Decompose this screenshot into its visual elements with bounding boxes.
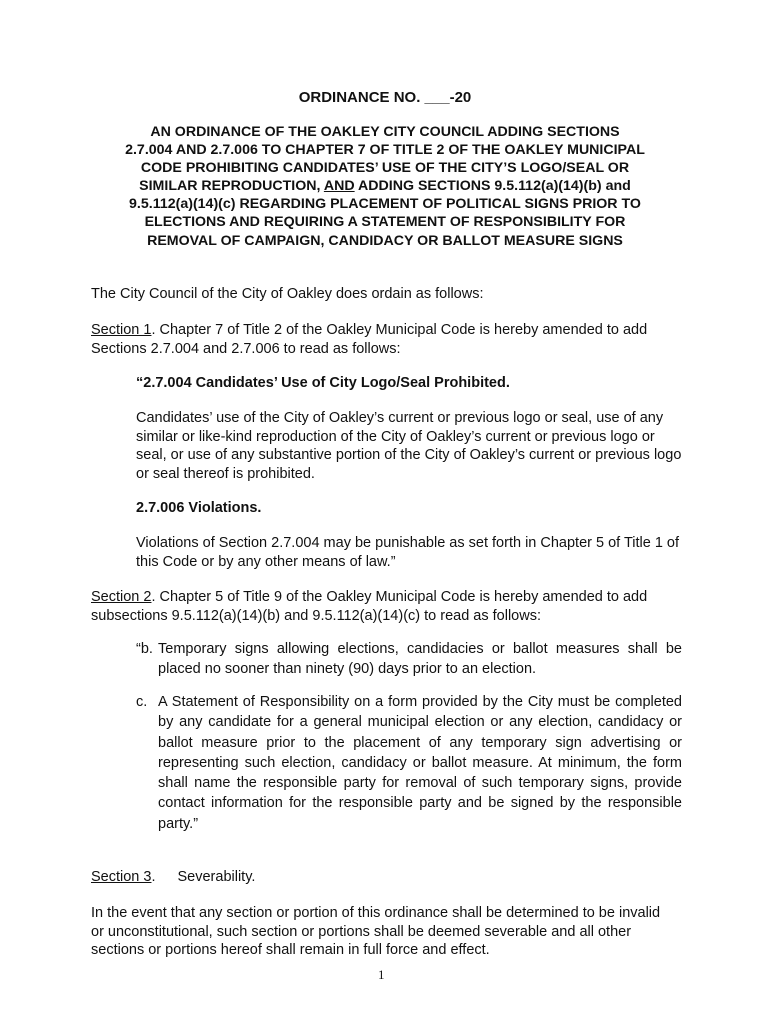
- list-item-b: [136, 639, 682, 680]
- page-number: 1: [378, 967, 385, 982]
- section-2-7-004-heading: “2.7.004 Candidates’ Use of City Logo/Seal Prohibited.: [136, 375, 510, 391]
- section-3-label: Section 3: [91, 869, 152, 885]
- section-3-suffix: .: [151, 869, 156, 885]
- section-1-text: . Chapter 7 of Title 2 of the Oakley Municipal Code is hereby amended to add Sections 2.7.004 and 2.7.006 to read as follows:: [91, 322, 648, 357]
- section-2-label: Section 2: [91, 589, 152, 605]
- caption-part-1: AN ORDINANCE OF THE OAKLEY CITY COUNCIL ADDING SECTIONS 2.7.004 AND 2.7.006 TO CHAPTER 7 OF TITLE 2 OF THE OAKLEY MUNICIPAL CODE PROHIBITING CANDIDATES’ USE OF THE CITY’S LOGO/SEAL OR SIMILAR REPRODUCTION,: [125, 124, 645, 195]
- list-text-b: Temporary signs allowing elections, candidacies or ballot measures shall be placed no sooner than ninety (90) days prior to an election.: [158, 641, 682, 678]
- section-2-paragraph: [91, 588, 683, 625]
- section-3-text: In the event that any section or portion of this ordinance shall be determined to be invalid or unconstitutional, such section or portions shall be deemed severable and all other sections or portions hereof shall remain in full force and effect.: [91, 905, 661, 958]
- section-3-title: Severability.: [177, 869, 256, 885]
- caption-part-2: ADDING SECTIONS 9.5.112(a)(14)(b) and 9.5.112(a)(14)(c) REGARDING PLACEMENT OF POLITICAL SIGNS PRIOR TO ELECTIONS AND REQUIRING A STATEMENT OF RESPONSIBILITY FOR REMOVAL OF CAMPAIGN, CANDIDACY OR BALLOT MEASURE SIGNS: [129, 178, 641, 249]
- section-1-label: Section 1: [91, 322, 152, 338]
- section-1-paragraph: [91, 321, 683, 358]
- list-item-c: [136, 692, 682, 834]
- section-3-heading: [91, 868, 491, 887]
- list-text-c: A Statement of Responsibility on a form provided by the City must be completed by any candidate for a general municipal election or any election, candidacy or ballot measure prior to the placement of any temporary sign advertising or representing such election, candidacy or ballot measure. At minimum, the form shall name the responsible party for removal of such temporary signs, provide contact information for the responsible party and be signed by the responsible party.”: [158, 694, 682, 832]
- ordinance-title: ORDINANCE NO. ___-20: [298, 89, 472, 106]
- list-marker-b: “b.: [136, 641, 153, 657]
- ordinance-caption: [125, 123, 645, 250]
- section-2-7-006-heading: 2.7.006 Violations.: [136, 500, 262, 516]
- section-2-text: . Chapter 5 of Title 9 of the Oakley Municipal Code is hereby amended to add subsections 9.5.112(a)(14)(b) and 9.5.112(a)(14)(c) to read as follows:: [91, 589, 648, 624]
- list-marker-c: c.: [136, 694, 148, 710]
- caption-and: AND: [323, 178, 355, 195]
- intro-text: The City Council of the City of Oakley does ordain as follows:: [91, 286, 484, 302]
- section-2-7-004-text: Candidates’ use of the City of Oakley’s current or previous logo or seal, use of any similar or like-kind reproduction of the City of Oakley’s current or previous logo or seal, or use of any substantive portion of the City of Oakley’s current or previous logo or seal thereof is prohibited.: [136, 410, 682, 482]
- section-2-7-006-text: Violations of Section 2.7.004 may be punishable as set forth in Chapter 5 of Title 1 of this Code or by any other means of law.”: [136, 535, 680, 570]
